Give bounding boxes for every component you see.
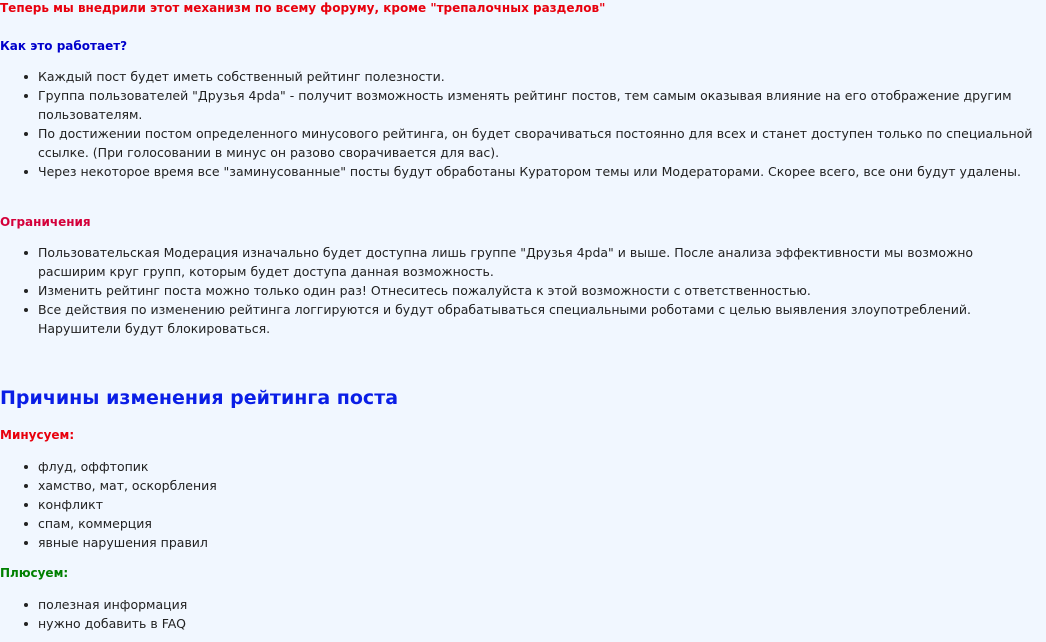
list-item: спам, коммерция <box>38 514 1046 533</box>
list-item: Каждый пост будет иметь собственный рейтинг полезности. <box>38 67 1046 86</box>
how-it-works-list <box>0 67 1046 181</box>
list-item: Через некоторое время все "заминусованные" посты будут обработаны Куратором темы или Модераторами. Скорее всего, все они будут удалены. <box>38 162 1046 181</box>
list-item: Группа пользователей "Друзья 4pda" - получит возможность изменять рейтинг постов, тем самым оказывая влияние на его отображение другим пользователям. <box>38 86 1046 124</box>
limitations-heading: Ограничения <box>0 215 91 229</box>
how-it-works-heading: Как это работает? <box>0 39 128 53</box>
minus-reasons-list <box>0 457 1046 552</box>
list-item: нужно добавить в FAQ <box>38 614 1046 633</box>
list-item: хамство, мат, оскорбления <box>38 476 1046 495</box>
reasons-heading: Причины изменения рейтинга поста <box>0 387 399 409</box>
list-item: Пользовательская Модерация изначально будет доступна лишь группе "Друзья 4pda" и выше. После анализа эффективности мы возможно расширим круг групп, которым будет доступа данная возможность. <box>38 243 1046 281</box>
list-item: явные нарушения правил <box>38 533 1046 552</box>
list-item: Изменить рейтинг поста можно только один раз! Отнеситесь пожалуйста к этой возможности с ответственностью. <box>38 281 1046 300</box>
plus-reasons-list <box>0 595 1046 633</box>
intro-notice: Теперь мы внедрили этот механизм по всему форуму, кроме "трепалочных разделов" <box>0 1 606 15</box>
limitations-list <box>0 243 1046 338</box>
list-item: По достижении постом определенного минусового рейтинга, он будет сворачиваться постоянно для всех и станет доступен только по специальной ссылке. (При голосовании в минус он разово сворачивается для вас). <box>38 124 1046 162</box>
list-item: конфликт <box>38 495 1046 514</box>
plus-heading: Плюсуем: <box>0 566 69 580</box>
minus-heading: Минусуем: <box>0 428 75 442</box>
list-item: полезная информация <box>38 595 1046 614</box>
list-item: Все действия по изменению рейтинга логгируются и будут обрабатываться специальными роботами с целью выявления злоупотреблений. Нарушители будут блокироваться. <box>38 300 1046 338</box>
list-item: флуд, оффтопик <box>38 457 1046 476</box>
